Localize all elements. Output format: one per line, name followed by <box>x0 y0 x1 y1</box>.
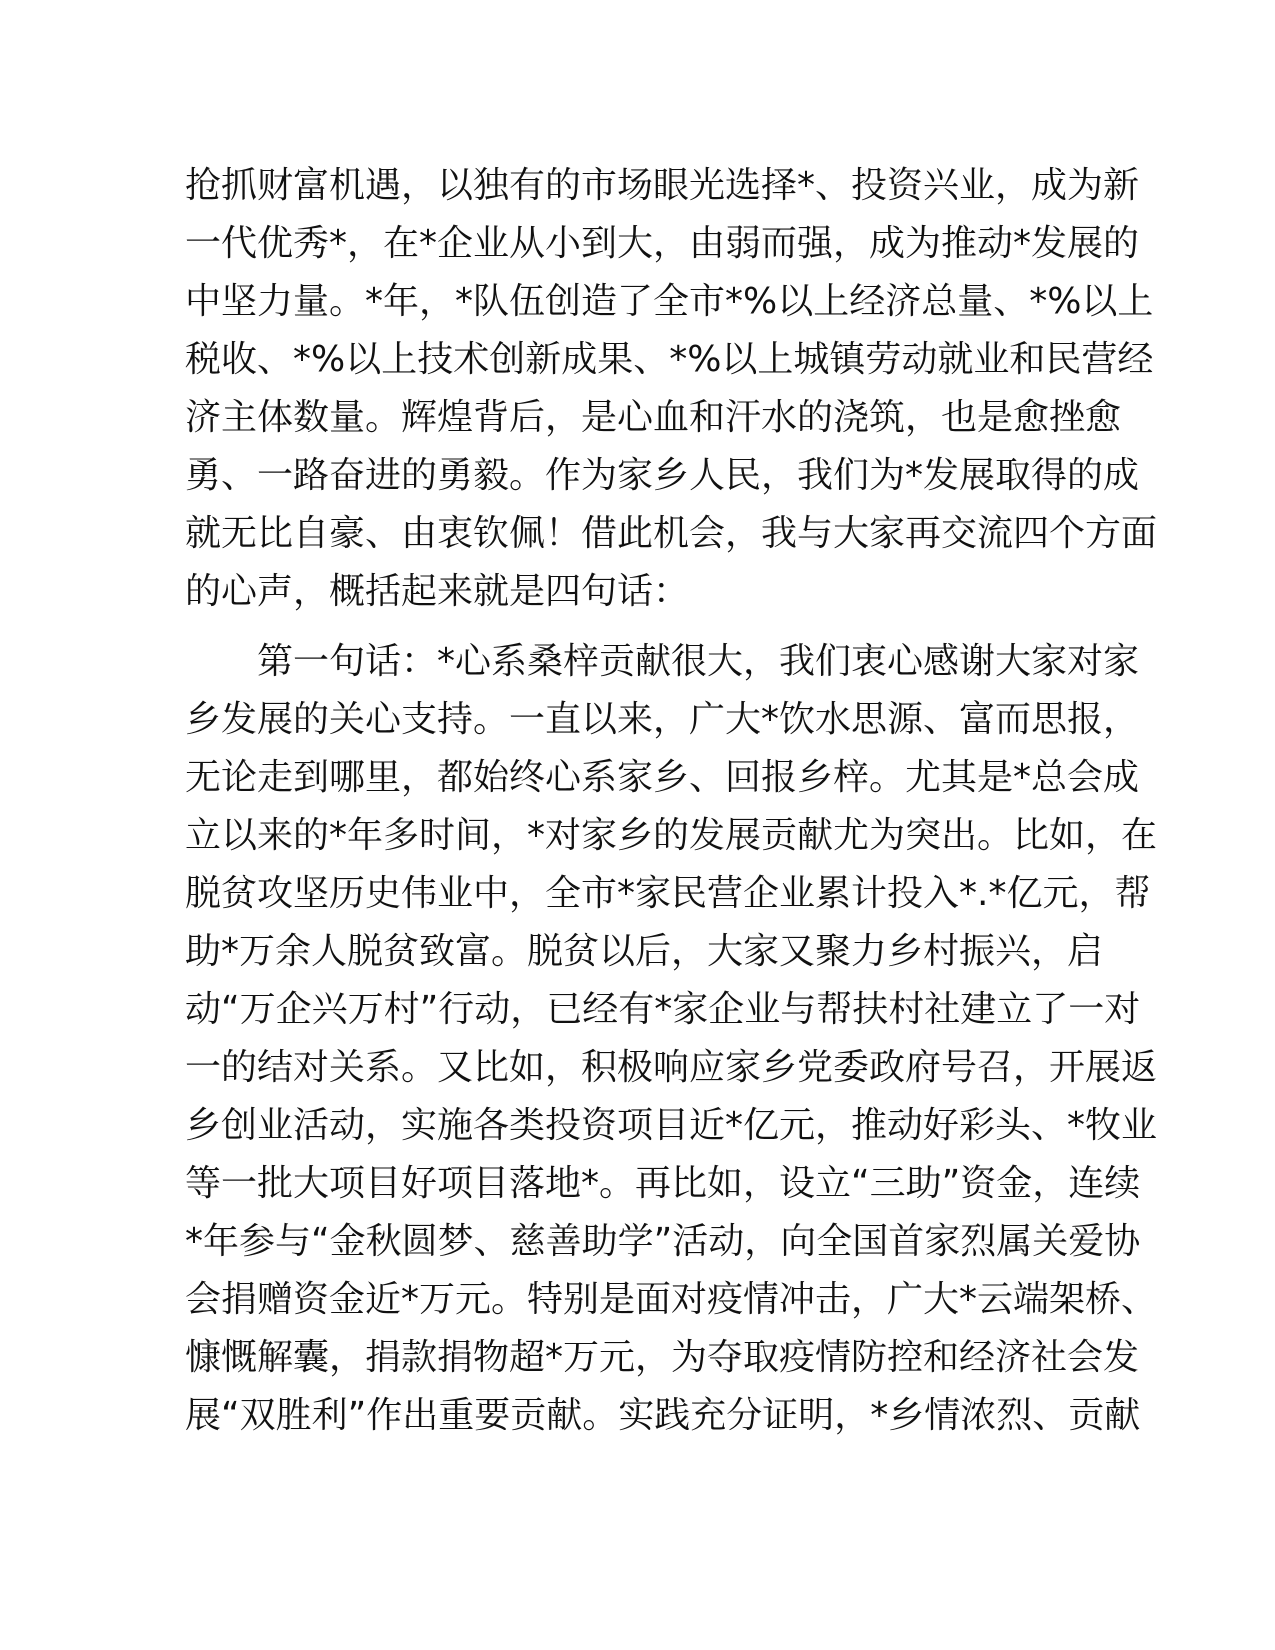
text-line: 立以来的*年多时间，*对家乡的发展贡献尤为突出。比如，在 <box>185 815 1158 856</box>
text-line: 助*万余人脱贫致富。脱贫以后，大家又聚力乡村振兴，启 <box>185 931 1104 972</box>
text-line: 一的结对关系。又比如，积极响应家乡党委政府号召，开展返 <box>185 1047 1158 1088</box>
text-line: 就无比自豪、由衷钦佩！借此机会，我与大家再交流四个方面 <box>185 513 1158 554</box>
paragraph-intro <box>185 157 1158 621</box>
text-line: 一代优秀*，在*企业从小到大，由弱而强，成为推动*发展的 <box>185 223 1140 264</box>
text-line: 会捐赠资金近*万元。特别是面对疫情冲击，广大*云端架桥、 <box>185 1279 1158 1320</box>
text-line: 慷慨解囊，捐款捐物超*万元，为夺取疫情防控和经济社会发 <box>185 1337 1140 1378</box>
text-line: 勇、一路奋进的勇毅。作为家乡人民，我们为*发展取得的成 <box>185 455 1140 496</box>
text-line: 无论走到哪里，都始终心系家乡、回报乡梓。尤其是*总会成 <box>185 757 1140 798</box>
text-line: 乡创业活动，实施各类投资项目近*亿元，推动好彩头、*牧业 <box>185 1105 1158 1146</box>
text-line: 展“双胜利”作出重要贡献。实践充分证明，*乡情浓烈、贡献 <box>185 1395 1141 1436</box>
text-line: 中坚力量。*年，*队伍创造了全市*%以上经济总量、*%以上 <box>185 281 1154 322</box>
text-line: 乡发展的关心支持。一直以来，广大*饮水思源、富而思报， <box>185 699 1140 740</box>
paragraph-first-point <box>185 633 1158 1445</box>
text-line: 动“万企兴万村”行动，已经有*家企业与帮扶村社建立了一对 <box>185 989 1141 1030</box>
text-line: 的心声，概括起来就是四句话： <box>185 571 690 612</box>
text-line: 济主体数量。辉煌背后，是心血和汗水的浇筑，也是愈挫愈 <box>185 397 1122 438</box>
text-line: 抢抓财富机遇，以独有的市场眼光选择*、投资兴业，成为新 <box>185 165 1140 206</box>
text-line: 税收、*%以上技术创新成果、*%以上城镇劳动就业和民营经 <box>185 339 1154 380</box>
text-line: 等一批大项目好项目落地*。再比如，设立“三助”资金，连续 <box>185 1163 1141 1204</box>
text-line: *年参与“金秋圆梦、慈善助学”活动，向全国首家烈属关爱协 <box>185 1221 1141 1262</box>
text-line: 第一句话：*心系桑梓贡献很大，我们衷心感谢大家对家 <box>257 641 1140 682</box>
text-line: 脱贫攻坚历史伟业中，全市*家民营企业累计投入*.*亿元，帮 <box>185 873 1151 914</box>
